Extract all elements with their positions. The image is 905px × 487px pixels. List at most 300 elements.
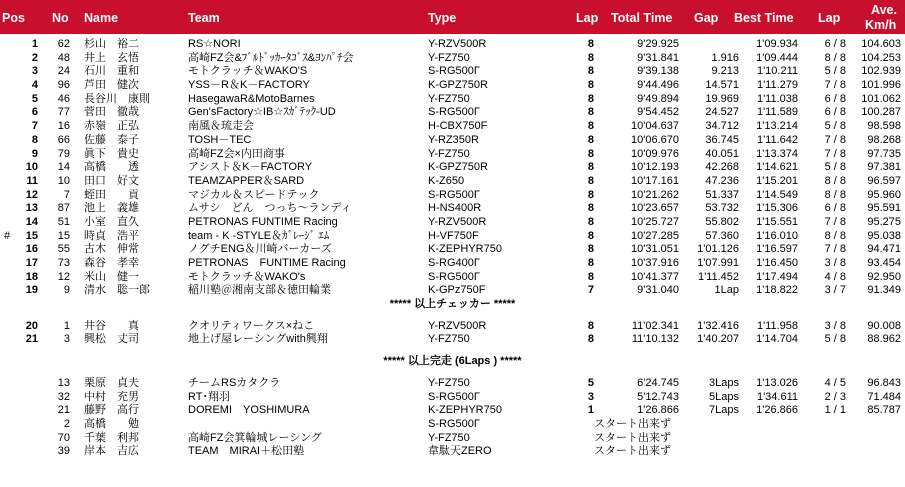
table-row	[0, 445, 905, 459]
laps-completed: 3	[587, 390, 594, 403]
best-lap: 3 / 7	[824, 284, 846, 297]
team-name: 稲川塾＠湘南支部＆徳田輪業	[188, 284, 331, 297]
table-row	[0, 161, 905, 175]
rider-number: 16	[57, 120, 70, 133]
rider-name: 蛭田 貢	[84, 188, 139, 201]
laps-completed: 8	[587, 188, 594, 201]
rider-number: 48	[57, 51, 70, 64]
machine-type: S-RG500Γ	[428, 390, 480, 403]
position: 13	[25, 202, 38, 215]
rider-name: 眞下 貴史	[84, 147, 139, 160]
total-time: 10'23.657	[631, 202, 679, 215]
gap: 5Laps	[709, 390, 739, 403]
table-row	[0, 189, 905, 203]
rider-number: 55	[57, 243, 70, 256]
total-time: 5'12.743	[637, 390, 679, 403]
team-name: クオリティワークス×ねこ	[188, 319, 315, 332]
header-name: Name	[84, 11, 119, 25]
rider-name: 石川 重和	[84, 65, 139, 78]
best-time: 1'34.611	[756, 390, 798, 403]
total-time: 6'24.745	[637, 376, 679, 389]
best-lap: 8 / 8	[824, 229, 846, 242]
results-rows	[0, 38, 905, 459]
laps-completed: 8	[587, 319, 594, 332]
average-speed: 94.471	[867, 243, 901, 256]
best-lap: 7 / 8	[824, 147, 846, 160]
table-row	[0, 106, 905, 120]
team-name: アシスト＆K－FACTORY	[188, 161, 313, 174]
rider-name: 長谷川 康則	[84, 92, 150, 105]
position: 5	[31, 92, 38, 105]
gap: 51.337	[705, 188, 739, 201]
rider-number: 10	[57, 174, 70, 187]
machine-type: Y-FZ750	[428, 92, 470, 105]
best-lap: 2 / 3	[824, 390, 846, 403]
machine-type: H-VF750F	[428, 229, 479, 242]
position: 7	[31, 120, 38, 133]
laps-completed: 8	[587, 174, 594, 187]
total-time: 10'09.976	[631, 147, 679, 160]
gap: 34.712	[705, 120, 739, 133]
rider-name: 栗原 貞夫	[84, 376, 139, 389]
team-name: Gen'sFactory☆IB☆ｽｶﾞﾃｯｸ-UD	[188, 106, 336, 119]
gap: 14.571	[705, 79, 739, 92]
header-best-lap: Lap	[818, 11, 841, 25]
rider-number: 87	[57, 202, 70, 215]
position: 14	[25, 215, 38, 228]
section-banner: ***** 以上完走 (6Laps ) *****	[383, 355, 522, 368]
machine-type: H-NS400R	[428, 202, 482, 215]
rider-name: 井上 玄悟	[84, 51, 139, 64]
average-speed: 95.591	[867, 202, 901, 215]
team-name: DOREMI YOSHIMURA	[188, 404, 310, 417]
team-name: PETRONAS FUNTIME Racing	[188, 215, 338, 228]
machine-type: K-GPZ750R	[428, 79, 488, 92]
average-speed: 100.287	[861, 106, 901, 119]
best-time: 1'11.038	[756, 92, 798, 105]
header-type: Type	[428, 11, 457, 25]
gap: 19.969	[705, 92, 739, 105]
best-lap: 4 / 8	[824, 270, 846, 283]
average-speed: 71.484	[867, 390, 901, 403]
table-row	[0, 243, 905, 257]
total-time: 10'12.193	[631, 161, 679, 174]
header-team: Team	[188, 11, 220, 25]
rider-name: 井谷 真	[84, 319, 139, 332]
average-speed: 101.996	[861, 79, 901, 92]
team-name: 南風＆琉走会	[188, 120, 254, 133]
rider-number: 77	[57, 106, 70, 119]
team-name: TOSH－TEC	[188, 133, 252, 146]
machine-type: Y-FZ750	[428, 333, 470, 346]
best-time: 1'16.450	[756, 257, 798, 269]
rider-number: 79	[57, 147, 70, 160]
team-name: RT･翔羽	[188, 390, 230, 403]
spacer	[0, 369, 905, 377]
best-lap: 8 / 8	[824, 174, 846, 187]
team-name: PETRONAS FUNTIME Racing	[188, 257, 346, 269]
position: 2	[31, 51, 38, 64]
laps-completed: 8	[587, 92, 594, 105]
best-time: 1'17.494	[756, 270, 798, 283]
laps-completed: 8	[587, 147, 594, 160]
rider-name: 池上 義雄	[84, 202, 139, 215]
laps-completed: 8	[587, 257, 594, 269]
gap: 40.051	[705, 147, 739, 160]
header-best-time: Best Time	[734, 11, 794, 25]
laps-completed: 8	[587, 79, 594, 92]
total-time: 10'41.377	[631, 270, 679, 283]
best-lap: 5 / 8	[824, 161, 846, 174]
laps-completed: 1	[587, 404, 594, 417]
rider-number: 2	[63, 417, 70, 430]
rider-name: 森谷 孝幸	[84, 257, 139, 269]
total-time: 11'10.132	[631, 333, 679, 346]
header-lap: Lap	[576, 11, 599, 25]
table-row	[0, 65, 905, 79]
best-lap: 1 / 1	[824, 404, 846, 417]
best-time: 1'14.549	[756, 188, 798, 201]
gap: 42.268	[705, 161, 739, 174]
gap: 47.236	[705, 174, 739, 187]
best-lap: 3 / 8	[824, 257, 846, 269]
header-no: No	[52, 11, 69, 25]
team-name: 高崎FZ会×内田商事	[188, 147, 285, 160]
total-time: 9'49.894	[637, 92, 679, 105]
rider-number: 3	[63, 333, 70, 346]
position: 6	[31, 106, 38, 119]
rider-number: 15	[57, 229, 70, 242]
rider-name: 岸本 吉広	[84, 445, 139, 458]
rider-name: 田口 好文	[84, 174, 139, 187]
best-lap: 4 / 5	[824, 376, 846, 389]
laps-completed: 7	[587, 284, 594, 297]
average-speed: 97.381	[867, 161, 901, 174]
rider-number: 32	[57, 390, 70, 403]
machine-type: Y-RZ350R	[428, 133, 479, 146]
best-time: 1'09.444	[756, 51, 798, 64]
table-row	[0, 38, 905, 52]
rider-name: 菅田 徹哉	[84, 106, 139, 119]
best-time: 1'11.958	[756, 319, 798, 332]
average-speed: 102.939	[861, 65, 901, 78]
gap: 9.213	[711, 65, 739, 78]
best-lap: 8 / 8	[824, 188, 846, 201]
team-name: TEAM MIRAI＋松田塾	[188, 445, 305, 458]
best-time: 1'16.010	[756, 229, 798, 242]
rider-name: 芦田 健次	[84, 79, 139, 92]
position: 19	[25, 284, 38, 297]
position: 4	[31, 79, 38, 92]
gap: 1'01.126	[697, 243, 739, 256]
spacer	[0, 347, 905, 355]
gap: 3Laps	[709, 376, 739, 389]
status-note: スタート出来ず	[594, 417, 671, 430]
rider-name: 小室 直久	[84, 215, 139, 228]
total-time: 10'04.637	[631, 120, 679, 133]
position: 15	[25, 229, 38, 242]
header-pos: Pos	[2, 11, 25, 25]
gap: 1Lap	[714, 284, 739, 297]
table-row	[0, 230, 905, 244]
best-time: 1'18.822	[756, 284, 798, 297]
machine-type: K-ZEPHYR750	[428, 243, 502, 256]
average-speed: 97.735	[867, 147, 901, 160]
rider-number: 7	[63, 188, 70, 201]
best-lap: 7 / 8	[824, 243, 846, 256]
best-lap: 5 / 8	[824, 120, 846, 133]
team-name: YSS－R＆K－FACTORY	[188, 79, 310, 92]
team-name: team - K -STYLE＆ｶﾞﾚｰｼﾞ ｴﾑ	[188, 229, 330, 242]
team-name: チームRSカタクラ	[188, 376, 281, 389]
rider-name: 赤嶺 正弘	[84, 120, 139, 133]
total-time: 10'37.916	[631, 257, 679, 269]
best-lap: 6 / 8	[824, 202, 846, 215]
gap: 7Laps	[709, 404, 739, 417]
rider-name: 興松 丈司	[84, 333, 139, 346]
gap: 55.802	[705, 215, 739, 228]
average-speed: 98.598	[867, 120, 901, 133]
total-time: 10'21.262	[631, 188, 679, 201]
table-row	[0, 404, 905, 418]
position: 10	[25, 161, 38, 174]
total-time: 9'31.040	[637, 284, 679, 297]
best-time: 1'13.214	[756, 120, 798, 133]
machine-type: K-ZEPHYR750	[428, 404, 502, 417]
rider-number: 24	[57, 65, 70, 78]
machine-type: S-RG500Γ	[428, 188, 480, 201]
rider-name: 千葉 利邦	[84, 431, 139, 444]
best-lap: 5 / 8	[824, 65, 846, 78]
rider-number: 12	[57, 270, 70, 283]
team-name: モトクラッチ＆WAKO'S	[188, 65, 308, 78]
best-time: 1'26.866	[756, 404, 798, 417]
position: 16	[25, 243, 38, 256]
best-lap: 6 / 8	[824, 106, 846, 119]
average-speed: 101.062	[861, 92, 901, 105]
table-row	[0, 432, 905, 446]
best-time: 1'10.211	[756, 65, 798, 78]
best-lap: 7 / 8	[824, 79, 846, 92]
best-lap: 7 / 8	[824, 215, 846, 228]
gap: 24.527	[705, 106, 739, 119]
rider-name: 高橋 透	[84, 161, 139, 174]
table-row	[0, 52, 905, 66]
average-speed: 104.253	[861, 51, 901, 64]
rider-name: 高橋 勉	[84, 417, 139, 430]
best-time: 1'11.279	[756, 79, 798, 92]
table-row	[0, 93, 905, 107]
average-speed: 104.603	[861, 38, 901, 50]
machine-type: K-Z650	[428, 174, 465, 187]
header-speed-unit: Km/h	[865, 18, 897, 32]
table-row	[0, 320, 905, 334]
laps-completed: 8	[587, 133, 594, 146]
position: 18	[25, 270, 38, 283]
team-name: ムサシ どん つっち～ランディ	[188, 202, 352, 215]
rider-number: 73	[57, 257, 70, 269]
table-row	[0, 284, 905, 298]
rider-number: 13	[57, 376, 70, 389]
best-time: 1'16.597	[756, 243, 798, 256]
gap: 53.732	[705, 202, 739, 215]
average-speed: 95.275	[867, 215, 901, 228]
position: 21	[25, 333, 38, 346]
total-time: 10'06.670	[631, 133, 679, 146]
average-speed: 95.960	[867, 188, 901, 201]
average-speed: 96.597	[867, 174, 901, 187]
team-name: HasegawaR&MotoBarnes	[188, 92, 315, 105]
machine-type: H-CBX750F	[428, 120, 488, 133]
rider-number: 51	[57, 215, 70, 228]
total-time: 10'25.727	[631, 215, 679, 228]
laps-completed: 8	[587, 38, 594, 50]
table-row	[0, 216, 905, 230]
total-time: 10'31.051	[631, 243, 679, 256]
machine-type: 韋駄天ZERO	[428, 445, 492, 458]
row-mark: #	[4, 229, 11, 242]
status-note: スタート出来ず	[594, 431, 671, 444]
team-name: ノグチENG＆川崎バーカーズ	[188, 243, 332, 256]
rider-number: 1	[63, 319, 70, 332]
best-time: 1'13.374	[756, 147, 798, 160]
average-speed: 92.950	[867, 270, 901, 283]
table-row	[0, 271, 905, 285]
best-time: 1'14.704	[756, 333, 798, 346]
best-time: 1'11.589	[756, 106, 798, 119]
status-note: スタート出来ず	[594, 445, 671, 458]
position: 1	[31, 38, 38, 50]
rider-name: 藤野 高行	[84, 404, 139, 417]
team-name: 地上げ屋レーシングwith興翔	[188, 333, 328, 346]
machine-type: Y-RZV500R	[428, 319, 487, 332]
team-name: モトクラッチ＆WAKO's	[188, 270, 306, 283]
total-time: 1'26.866	[637, 404, 679, 417]
rider-number: 96	[57, 79, 70, 92]
laps-completed: 8	[587, 270, 594, 283]
table-row	[0, 175, 905, 189]
average-speed: 88.962	[867, 333, 901, 346]
best-lap: 5 / 8	[824, 333, 846, 346]
rider-number: 70	[57, 431, 70, 444]
machine-type: Y-RZV500R	[428, 38, 487, 50]
rider-number: 9	[63, 284, 70, 297]
position: 17	[25, 257, 38, 269]
machine-type: S-RG500Γ	[428, 106, 480, 119]
gap: 1'32.416	[697, 319, 739, 332]
position: 12	[25, 188, 38, 201]
best-time: 1'11.642	[756, 133, 798, 146]
rider-number: 66	[57, 133, 70, 146]
rider-name: 米山 健一	[84, 270, 139, 283]
rider-name: 古木 伸常	[84, 243, 139, 256]
best-time: 1'09.934	[756, 38, 798, 50]
laps-completed: 8	[587, 161, 594, 174]
total-time: 10'17.161	[631, 174, 679, 187]
best-lap: 6 / 8	[824, 92, 846, 105]
machine-type: Y-FZ750	[428, 51, 470, 64]
header-gap: Gap	[694, 11, 719, 25]
total-time: 9'31.841	[637, 51, 679, 64]
best-time: 1'15.306	[756, 202, 798, 215]
spacer	[0, 312, 905, 320]
average-speed: 90.008	[867, 319, 901, 332]
laps-completed: 8	[587, 215, 594, 228]
table-row	[0, 202, 905, 216]
table-row	[0, 134, 905, 148]
total-time: 11'02.341	[631, 319, 679, 332]
machine-type: Y-FZ750	[428, 376, 470, 389]
position: 20	[25, 319, 38, 332]
gap: 1'07.991	[697, 257, 739, 269]
total-time: 9'29.925	[637, 38, 679, 50]
table-row	[0, 418, 905, 432]
position: 3	[31, 65, 38, 78]
rider-number: 62	[57, 38, 70, 50]
rider-name: 清水 聡一郎	[84, 284, 150, 297]
machine-type: K-GPZ750R	[428, 161, 488, 174]
table-row	[0, 120, 905, 134]
rider-name: 中村 充男	[84, 390, 139, 403]
table-row	[0, 391, 905, 405]
rider-name: 佐藤 泰子	[84, 133, 139, 146]
laps-completed: 8	[587, 51, 594, 64]
laps-completed: 8	[587, 243, 594, 256]
team-name: 高崎FZ会箕輪城レーシング	[188, 431, 322, 444]
laps-completed: 8	[587, 333, 594, 346]
total-time: 9'39.138	[637, 65, 679, 78]
laps-completed: 8	[587, 106, 594, 119]
best-time: 1'15.551	[756, 215, 798, 228]
machine-type: Y-RZV500R	[428, 215, 487, 228]
rider-number: 39	[57, 445, 70, 458]
machine-type: Y-FZ750	[428, 147, 470, 160]
average-speed: 98.268	[867, 133, 901, 146]
rider-number: 46	[57, 92, 70, 105]
header-average: Ave.	[871, 3, 897, 17]
best-lap: 6 / 8	[824, 38, 846, 50]
section-banner: ***** 以上チェッカー *****	[389, 298, 516, 311]
position: 11	[26, 174, 38, 187]
best-lap: 7 / 8	[824, 133, 846, 146]
header-total-time: Total Time	[611, 11, 673, 25]
machine-type: S-RG400Γ	[428, 257, 480, 269]
machine-type: Y-FZ750	[428, 431, 470, 444]
team-name: 高崎FZ会&ﾌﾞﾙﾄﾞｯｶｰﾀｺﾞｽ&ﾖﾝﾊﾟﾁ会	[188, 51, 354, 64]
table-row	[0, 148, 905, 162]
best-lap: 8 / 8	[824, 51, 846, 64]
laps-completed: 8	[587, 229, 594, 242]
laps-completed: 8	[587, 65, 594, 78]
team-name: マジカル＆スピードテック	[188, 188, 320, 201]
machine-type: S-RG500Γ	[428, 417, 480, 430]
table-row	[0, 333, 905, 347]
team-name: TEAMZAPPER＆SARD	[188, 174, 305, 187]
position: 9	[31, 147, 38, 160]
gap: 1'40.207	[697, 333, 739, 346]
rider-number: 14	[57, 161, 70, 174]
average-speed: 95.038	[867, 229, 901, 242]
team-name: RS☆NORI	[188, 38, 241, 50]
rider-name: 時貞 浩平	[84, 229, 139, 242]
table-row	[0, 257, 905, 271]
machine-type: S-RG500Γ	[428, 65, 480, 78]
average-speed: 91.349	[867, 284, 901, 297]
rider-name: 杉山 裕二	[84, 38, 139, 50]
gap: 36.745	[705, 133, 739, 146]
gap: 1.916	[711, 51, 739, 64]
best-time: 1'13.026	[756, 376, 798, 389]
